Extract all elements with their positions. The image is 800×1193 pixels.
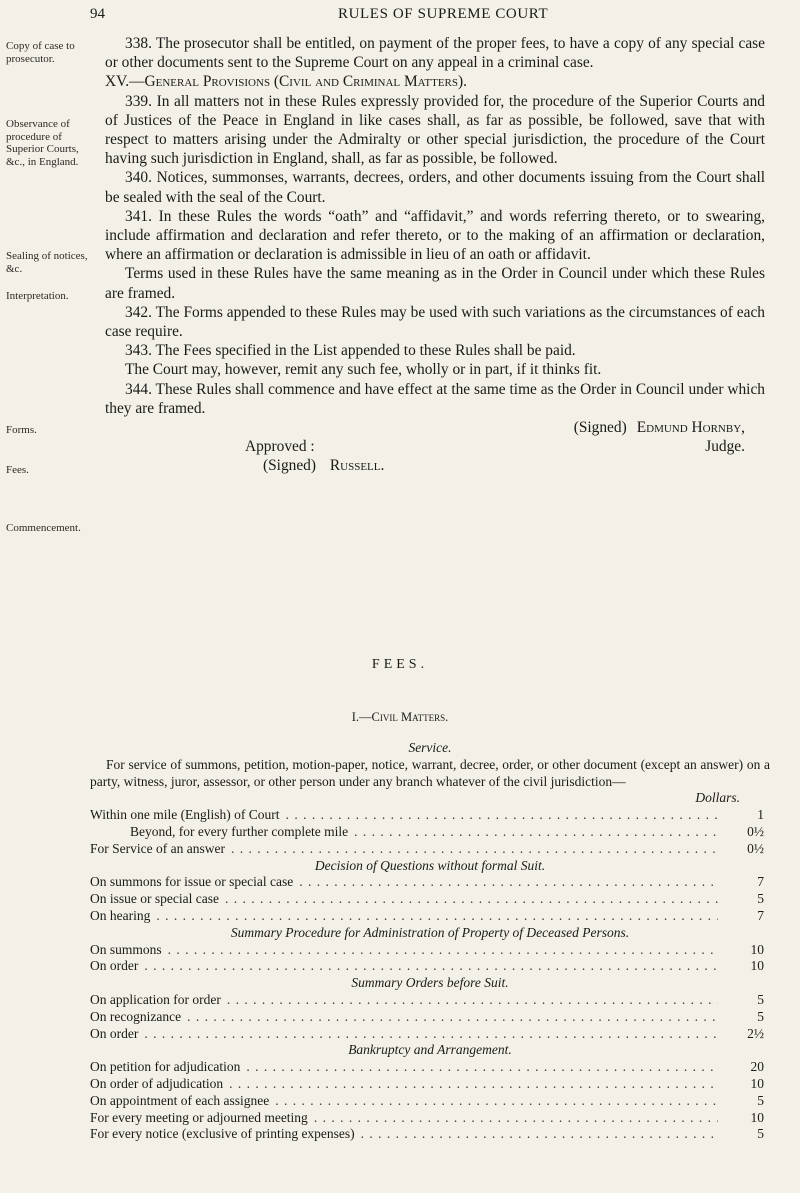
fee-amount: 0½ [747,823,764,839]
fees-title: FEES. [371,657,429,672]
fee-label: For every meeting or adjourned meeting [90,1109,308,1125]
margin-note-copy-of-case: Copy of case to prosecutor. [6,40,75,65]
fee-row [90,1126,770,1143]
fee-row [90,1093,770,1110]
fee-amount: 7 [757,907,764,923]
fee-amount: 7 [757,874,764,890]
page-number: 94 [90,6,105,22]
fee-amount: 5 [757,991,764,1007]
civil-matters-heading: I.—Civil Matters. [351,710,449,724]
rules-body [105,34,765,476]
margin-note-fees: Fees. [6,464,29,476]
margin-note-sealing: Sealing of notices, &c. [6,250,88,275]
signed-label-2: (Signed) [263,457,317,475]
dot-leader [227,992,718,1009]
judge-name: Edmund Hornby, [636,419,745,437]
margin-note-forms: Forms. [6,424,37,436]
summary-orders-heading: Summary Orders before Suit. [351,975,509,991]
summary-admin-heading: Summary Procedure for Administration of Property of Deceased Persons. [230,924,630,940]
fee-row [90,1076,770,1093]
fee-row [90,958,770,975]
signature-approver [105,456,765,475]
dot-leader [246,1059,718,1076]
dot-leader [156,908,718,925]
fee-amount: 10 [750,958,764,974]
dot-leader [354,824,718,841]
rule-344: 344. These Rules shall commence and have effect at the same time as the Order in Council under which they are framed. [105,380,765,417]
rule-342: 342. The Forms appended to these Rules may be used with such variations as the circumstances of each case require. [105,303,765,341]
service-intro: For service of summons, petition, motion-paper, notice, warrant, decree, order, or other document (except an answer) on a party, witness, juror, assessor, or other person under any branch whatever of the civil jurisdiction— [90,756,770,789]
rule-339: 339. In all matters not in these Rules expressly provided for, the procedure of the Superior Courts and of Justices of the Peace in England in like cases shall, as far as possible, be followed, save that with respect to matters arising under the Admiralty or other special jurisdiction, the procedure of the Court having such jurisdiction in England, shall, as far as possible, be followed. [105,92,765,168]
fee-label: On order [90,1025,139,1041]
fee-label: On recognizance [90,1008,182,1024]
service-fee-list [90,807,770,857]
dot-leader [275,1093,718,1110]
fee-label: For Service of an answer [90,840,225,856]
rule-340: 340. Notices, summonses, warrants, decrees, orders, and other documents issuing from the Court shall be sealed with the seal of the Court. [105,169,765,206]
signed-label: (Signed) [573,419,627,437]
fee-row [90,1009,770,1026]
fee-amount: 5 [757,1008,764,1024]
dot-leader [231,841,718,858]
rule-338: 338. The prosecutor shall be entitled, on payment of the proper fees, to have a copy of any special case or other documents sent to the Supreme Court on any appeal in a criminal case. [105,35,765,72]
dot-leader [314,1110,718,1127]
dot-leader [229,1076,718,1093]
bankruptcy-heading: Bankruptcy and Arrangement. [348,1042,512,1058]
fees-schedule [90,740,770,1143]
running-title: RULES OF SUPREME COURT [338,6,549,22]
fee-amount: 10 [750,941,764,957]
fee-label: On order of adjudication [90,1075,224,1091]
fee-label: On order [90,958,139,974]
fee-amount: 10 [750,1075,764,1091]
fee-row [90,891,770,908]
bankruptcy-fee-list [90,1059,770,1143]
fee-label: On summons [90,941,162,957]
currency-unit: Dollars. [695,790,740,806]
section-heading-xv: XV.—General Provisions (Civil and Criminal Matters). [105,73,467,91]
fee-row [90,1026,770,1043]
rule-343: 343. The Fees specified in the List appended to these Rules shall be paid. [125,342,576,360]
summary-admin-fee-list [90,942,770,976]
dot-leader [361,1126,718,1143]
approver-name: Russell. [329,457,385,475]
margin-note-interpretation: Interpretation. [6,290,69,302]
fee-label: On appointment of each assignee [90,1092,270,1108]
fee-amount: 20 [750,1059,764,1075]
fee-row [90,807,770,824]
approval-row [105,437,765,456]
fee-amount: 5 [757,891,764,907]
fee-label: On petition for adjudication [90,1059,241,1075]
fee-amount: 10 [750,1109,764,1125]
fee-label: Beyond, for every further complete mile [130,823,349,839]
dot-leader [168,942,718,959]
decision-heading: Decision of Questions without formal Suit. [314,857,546,873]
dot-leader [225,891,718,908]
margin-note-commencement: Commencement. [6,522,81,534]
fee-row [90,824,770,841]
margin-note-observance: Observance of procedure of Superior Courts, &c., in England. [6,118,79,168]
fee-row [90,874,770,891]
page-header [0,6,800,30]
dot-leader [187,1009,718,1026]
fee-row [90,1059,770,1076]
rule-343-remit: The Court may, however, remit any such fee, wholly or in part, if it thinks fit. [125,361,602,379]
fee-amount: 5 [757,1092,764,1108]
judge-title: Judge. [705,438,745,456]
fee-amount: 0½ [747,840,764,856]
dot-leader [144,958,718,975]
dot-leader [144,1026,718,1043]
dot-leader [299,874,718,891]
fee-label: On summons for issue or special case [90,874,294,890]
fee-row [90,1110,770,1127]
service-heading: Service. [408,740,452,755]
rule-341: 341. In these Rules the words “oath” and “affidavit,” and words referring thereto, or to swearing, include affirmation and declaration and refer thereto, or to the making of an affirmation or declaration, where an affirmation or declaration is admissible in lieu of an oath or affidavit. [105,207,765,264]
fee-amount: 1 [757,807,764,823]
fee-row [90,942,770,959]
fee-label: Within one mile (English) of Court [90,807,280,823]
fee-row [90,908,770,925]
fee-row [90,992,770,1009]
rule-341-terms: Terms used in these Rules have the same meaning as in the Order in Council under which these Rules are framed. [105,265,765,302]
fee-label: On application for order [90,991,221,1007]
decision-fee-list [90,874,770,924]
summary-orders-fee-list [90,992,770,1042]
fee-amount: 5 [757,1126,764,1142]
dot-leader [286,807,718,824]
fee-row [90,841,770,858]
signature-judge [105,418,765,437]
fee-label: On issue or special case [90,891,219,907]
fee-label: For every notice (exclusive of printing expenses) [90,1126,355,1142]
fee-label: On hearing [90,907,151,923]
approved-label: Approved : [245,438,315,456]
fee-amount: 2½ [747,1025,764,1041]
